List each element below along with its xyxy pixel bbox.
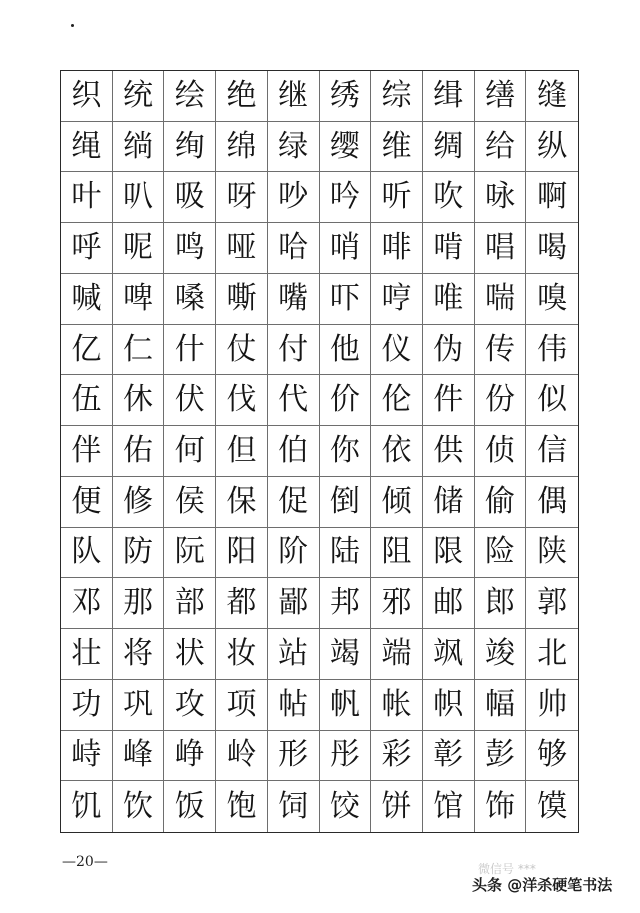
- character-cell: 修: [113, 477, 165, 528]
- character-cell: 绸: [423, 122, 475, 173]
- character-cell: 唯: [423, 274, 475, 325]
- character-cell: 呼: [61, 223, 113, 274]
- character-cell: 绵: [216, 122, 268, 173]
- character-cell: 绳: [61, 122, 113, 173]
- character-cell: 站: [268, 629, 320, 680]
- character-cell: 哼: [371, 274, 423, 325]
- character-cell: 岭: [216, 731, 268, 782]
- character-cell: 峙: [61, 731, 113, 782]
- character-cell: 哑: [216, 223, 268, 274]
- character-cell: 吹: [423, 172, 475, 223]
- character-cell: 仗: [216, 325, 268, 376]
- character-cell: 都: [216, 578, 268, 629]
- character-cell: 陆: [320, 528, 372, 579]
- character-cell: 绘: [164, 71, 216, 122]
- character-cell: 统: [113, 71, 165, 122]
- character-cell: 依: [371, 426, 423, 477]
- character-cell: 饱: [216, 781, 268, 832]
- character-cell: 阶: [268, 528, 320, 579]
- character-cell: 壮: [61, 629, 113, 680]
- character-cell: 饭: [164, 781, 216, 832]
- character-cell: 保: [216, 477, 268, 528]
- character-cell: 传: [475, 325, 527, 376]
- character-cell: 缝: [526, 71, 578, 122]
- character-cell: 件: [423, 375, 475, 426]
- character-cell: 陕: [526, 528, 578, 579]
- character-cell: 鸣: [164, 223, 216, 274]
- character-cell: 饼: [371, 781, 423, 832]
- character-cell: 纵: [526, 122, 578, 173]
- character-cell: 饮: [113, 781, 165, 832]
- character-cell: 嗅: [526, 274, 578, 325]
- character-cell: 伏: [164, 375, 216, 426]
- character-cell: 啃: [423, 223, 475, 274]
- character-cell: 攻: [164, 680, 216, 731]
- character-cell: 伴: [61, 426, 113, 477]
- character-cell: 休: [113, 375, 165, 426]
- character-cell: 吓: [320, 274, 372, 325]
- character-cell: 阮: [164, 528, 216, 579]
- character-cell: 似: [526, 375, 578, 426]
- character-cell: 险: [475, 528, 527, 579]
- character-cell: 阳: [216, 528, 268, 579]
- character-cell: 哈: [268, 223, 320, 274]
- page-number: —20—: [62, 854, 108, 870]
- character-cell: 彤: [320, 731, 372, 782]
- character-cell: 端: [371, 629, 423, 680]
- character-cell: 啤: [113, 274, 165, 325]
- character-cell: 供: [423, 426, 475, 477]
- character-cell: 邦: [320, 578, 372, 629]
- character-cell: 他: [320, 325, 372, 376]
- character-cell: 伯: [268, 426, 320, 477]
- character-cell: 倾: [371, 477, 423, 528]
- character-cell: 郎: [475, 578, 527, 629]
- character-cell: 彭: [475, 731, 527, 782]
- character-cell: 织: [61, 71, 113, 122]
- character-cell: 饰: [475, 781, 527, 832]
- character-cell: 功: [61, 680, 113, 731]
- character-cell: 饲: [268, 781, 320, 832]
- character-cell: 嘶: [216, 274, 268, 325]
- character-cell: 啡: [371, 223, 423, 274]
- character-cell: 峥: [164, 731, 216, 782]
- character-cell: 伟: [526, 325, 578, 376]
- character-cell: 限: [423, 528, 475, 579]
- character-cell: 形: [268, 731, 320, 782]
- character-cell: 部: [164, 578, 216, 629]
- character-cell: 队: [61, 528, 113, 579]
- character-cell: 份: [475, 375, 527, 426]
- character-cell: 绚: [164, 122, 216, 173]
- character-cell: 伐: [216, 375, 268, 426]
- character-cell: 邮: [423, 578, 475, 629]
- character-cell: 哨: [320, 223, 372, 274]
- character-cell: 喘: [475, 274, 527, 325]
- character-cell: 储: [423, 477, 475, 528]
- source-label: 头条 @洋杀硬笔书法: [472, 876, 613, 894]
- character-cell: 状: [164, 629, 216, 680]
- character-cell: 吟: [320, 172, 372, 223]
- character-cell: 继: [268, 71, 320, 122]
- character-cell: 那: [113, 578, 165, 629]
- character-cell: 飒: [423, 629, 475, 680]
- character-cell: 呢: [113, 223, 165, 274]
- character-cell: 邪: [371, 578, 423, 629]
- character-cell: 叶: [61, 172, 113, 223]
- character-cell: 嘴: [268, 274, 320, 325]
- character-cell: 帆: [320, 680, 372, 731]
- character-cell: 但: [216, 426, 268, 477]
- character-cell: 偷: [475, 477, 527, 528]
- character-cell: 喝: [526, 223, 578, 274]
- character-cell: 邓: [61, 578, 113, 629]
- character-cell: 嗓: [164, 274, 216, 325]
- character-cell: 绿: [268, 122, 320, 173]
- character-cell: 帐: [371, 680, 423, 731]
- character-cell: 侦: [475, 426, 527, 477]
- character-cell: 便: [61, 477, 113, 528]
- character-cell: 啊: [526, 172, 578, 223]
- character-cell: 郭: [526, 578, 578, 629]
- character-cell: 信: [526, 426, 578, 477]
- character-cell: 鄙: [268, 578, 320, 629]
- character-cell: 防: [113, 528, 165, 579]
- character-cell: 幅: [475, 680, 527, 731]
- character-cell: 综: [371, 71, 423, 122]
- character-cell: 馍: [537, 788, 568, 824]
- character-cell: 你: [320, 426, 372, 477]
- character-cell: 咏: [475, 172, 527, 223]
- character-cell: 帅: [526, 680, 578, 731]
- character-cell: 饥: [61, 781, 113, 832]
- character-cell: 倒: [320, 477, 372, 528]
- character-cell: 给: [475, 122, 527, 173]
- character-cell: 佑: [113, 426, 165, 477]
- character-cell: 听: [371, 172, 423, 223]
- character-cell: 付: [268, 325, 320, 376]
- character-cell: 仁: [113, 325, 165, 376]
- watermark-text: 微信号 ***: [478, 862, 536, 876]
- character-cell: 馆: [423, 781, 475, 832]
- character-cell: 代: [268, 375, 320, 426]
- character-cell: 促: [268, 477, 320, 528]
- page-dot-mark: [71, 24, 74, 27]
- character-cell: 够: [526, 731, 578, 782]
- character-cell: 项: [216, 680, 268, 731]
- character-cell: 呀: [216, 172, 268, 223]
- character-cell: 巩: [113, 680, 165, 731]
- character-cell: 绱: [113, 122, 165, 173]
- character-cell: 亿: [61, 325, 113, 376]
- character-cell: 彩: [371, 731, 423, 782]
- character-cell: 北: [526, 629, 578, 680]
- character-cell: 伦: [371, 375, 423, 426]
- character-cell: 缮: [475, 71, 527, 122]
- character-cell: 伪: [423, 325, 475, 376]
- character-cell: 竣: [475, 629, 527, 680]
- character-cell: 什: [164, 325, 216, 376]
- character-cell: 仪: [371, 325, 423, 376]
- character-cell: 妆: [216, 629, 268, 680]
- character-cell: 喊: [61, 274, 113, 325]
- character-cell: 何: [164, 426, 216, 477]
- character-cell: 饺: [320, 781, 372, 832]
- character-cell: 维: [371, 122, 423, 173]
- character-cell: 绣: [320, 71, 372, 122]
- character-cell: 叭: [113, 172, 165, 223]
- character-cell: 阻: [371, 528, 423, 579]
- character-cell: 竭: [320, 629, 372, 680]
- character-cell: 侯: [164, 477, 216, 528]
- practice-character-grid: [60, 70, 579, 833]
- character-cell: 偶: [526, 477, 578, 528]
- character-cell: 缨: [320, 122, 372, 173]
- character-cell: 唱: [475, 223, 527, 274]
- character-cell: 彰: [423, 731, 475, 782]
- character-cell: 帖: [268, 680, 320, 731]
- character-cell: 缉: [423, 71, 475, 122]
- character-cell: 吸: [164, 172, 216, 223]
- character-cell: 绝: [216, 71, 268, 122]
- character-cell: 价: [320, 375, 372, 426]
- character-cell: 伍: [61, 375, 113, 426]
- character-cell: 帜: [423, 680, 475, 731]
- character-cell: 峰: [113, 731, 165, 782]
- character-cell: 吵: [268, 172, 320, 223]
- character-cell: 将: [113, 629, 165, 680]
